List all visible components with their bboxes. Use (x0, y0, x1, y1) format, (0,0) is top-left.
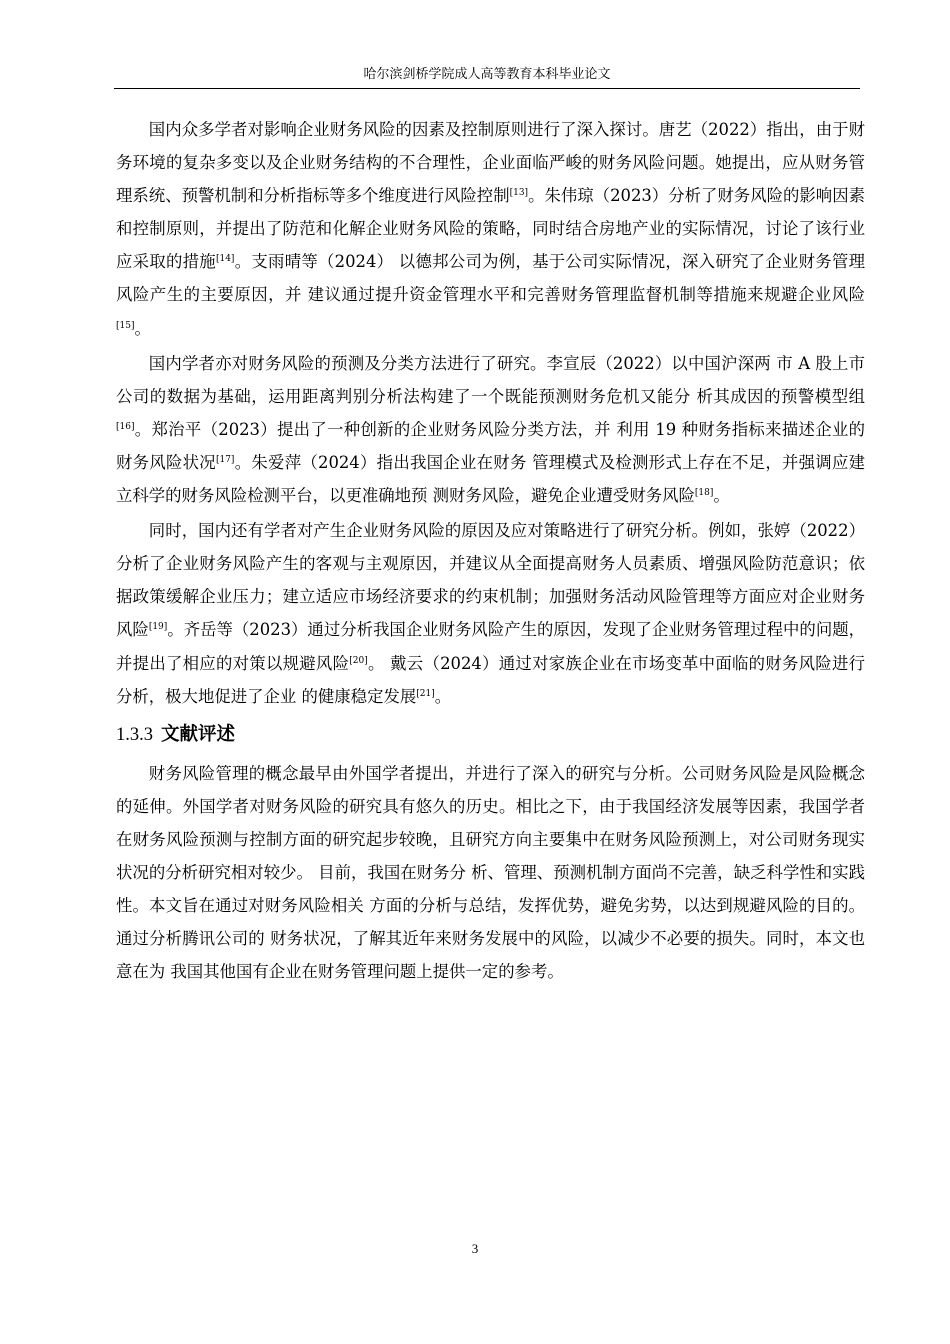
paragraph-text: 。 戴云（2024）通过对家族企业在市场变革中面临的财务风险进行分析，极大地促进了企业 的健康稳定发展 (116, 653, 866, 706)
paragraph-causes-strategies (116, 514, 865, 713)
citation-20: [20] (349, 655, 368, 666)
section-title: 文献评述 (161, 723, 236, 745)
page-number: 3 (471, 1241, 479, 1256)
paragraph-text: 同时，国内还有学者对产生企业财务风险的原因及应对策略进行了研究分析。例如，张婷（2022）分析了企业财务风险产生的客观与主观原因，并建议从全面提高财务人员素质、增强风险防范意识；依据政策缓解企业压力；建立适应市场经济要求的约束机制；加强财务活动风险管理等方面应对企业财务风险 (116, 521, 865, 640)
paragraph-text: 。 (434, 686, 452, 706)
paragraph-text: 。齐岳等（2023）通过分析我国企业财务风险产生的原因，发现了企业财务管理过程中的问题，并提出了相应的对策以规避风险 (116, 620, 866, 673)
section-number: 1.3.3 (116, 724, 153, 745)
section-heading (116, 719, 865, 751)
citation-13: [13] (509, 188, 529, 199)
paragraph-text: 。支雨晴等（2024） 以德邦公司为例，基于公司实际情况，深入研究了企业财务管理风险产生的主要原因，并 建议通过提升资金管理水平和完善财务管理监督机制等措施来规避企业风险 (116, 252, 866, 305)
header-divider (114, 88, 860, 89)
citation-18: [18] (694, 488, 714, 499)
citation-16: [16] (116, 421, 135, 432)
paragraph-factors-control (116, 113, 865, 345)
paragraph-text: 。朱伟琼（2023）分析了财务风险的影响因素和控制原则，并提出了防范和化解企业财务风险的策略，同时结合房地产业的实际情况，讨论了该行业应采取的措施 (116, 186, 865, 272)
paragraph-text: 国内众多学者对影响企业财务风险的因素及控制原则进行了深入探讨。唐艺（2022）指出，由于财务环境的复杂多变以及企业财务结构的不合理性，企业面临严峻的财务风险问题。她提出，应从财务管理系统、预警机制和分析指标等多个维度进行风险控制 (116, 120, 865, 206)
citation-17: [17] (215, 454, 235, 465)
paragraph-prediction-classification (116, 347, 865, 512)
page-body (116, 113, 865, 990)
paragraph-text: 。 (713, 486, 730, 506)
paragraph-text: 国内学者亦对财务风险的预测及分类方法进行了研究。李宣辰（2022）以中国沪深两 市 A 股上市公司的数据为基础，运用距离判别分析法构建了一个既能预测财务危机又能分 析其成因的预警模型组 (116, 353, 865, 406)
citation-15: [15] (116, 320, 135, 331)
paragraph-text: 。朱爱萍（2024）指出我国企业在财务 管理模式及检测形式上存在不足，并强调应建立科学的财务风险检测平台，以更准确地预 测财务风险，避免企业遭受财务风险 (116, 452, 866, 506)
paragraph-literature-review: 财务风险管理的概念最早由外国学者提出，并进行了深入的研究与分析。公司财务风险是风险概念的延伸。外国学者对财务风险的研究具有悠久的历史。相比之下，由于我国经济发展等因素，我国学者在财务风险预测与控制方面的研究起步较晚，且研究方向主要集中在财务风险预测上，对公司财务现实状况的分析研究相对较少。 目前，我国在财务分 析、管理、预测机制方面尚不完善，缺乏科学性和实践性。本文旨在通过对财务风险相关 方面的分析与总结，发挥优势，避免劣势，以达到规避风险的目的。通过分析腾讯公司的 财务状况，了解其近年来财务发展中的风险，以减少不必要的损失。同时，本文也意在为 我国其他国有企业在财务管理问题上提供一定的参考。 (116, 763, 865, 982)
citation-14: [14] (215, 254, 235, 265)
paragraph-text: 。郑治平（2023）提出了一种创新的企业财务风险分类方法，并 利用 19 种财务指标来描述企业的财务风险状况 (116, 419, 865, 472)
paragraph-text: 。 (134, 318, 151, 338)
citation-19: [19] (148, 622, 168, 633)
citation-21: [21] (416, 688, 435, 699)
running-header: 哈尔滨剑桥学院成人高等教育本科毕业论文 (363, 67, 611, 82)
